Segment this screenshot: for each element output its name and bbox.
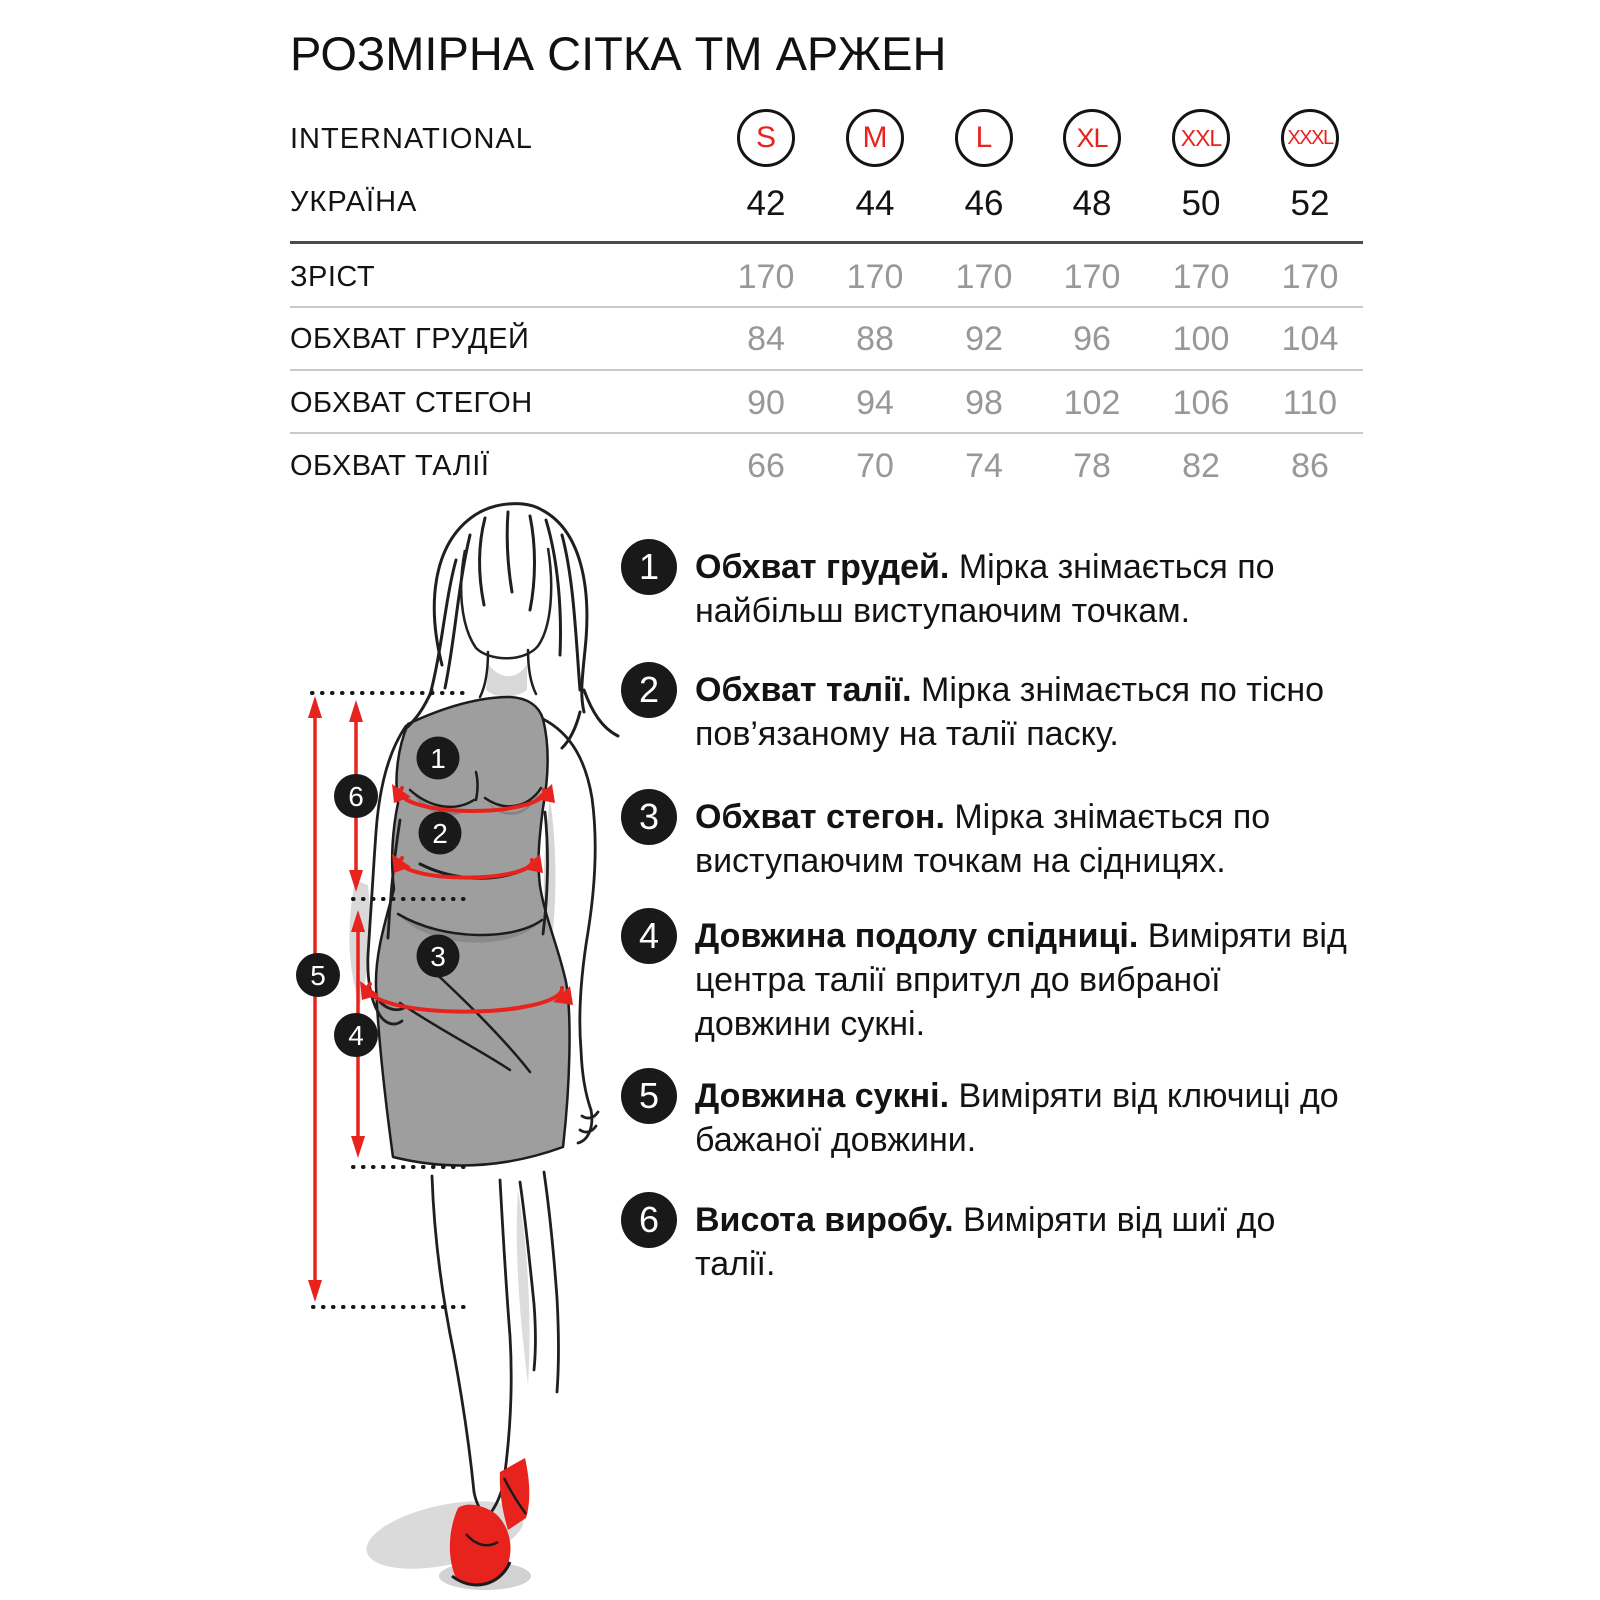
legend-term: Обхват стегон. [695, 798, 945, 836]
legend-num: 6 [638, 1199, 660, 1240]
legend-desc: Виміряти від центра талії впритул до вибраної довжини сукні. [695, 917, 1347, 1043]
cell: 106 [1172, 384, 1230, 422]
figure-badge-num: 3 [430, 941, 446, 972]
figure-badge-num: 5 [310, 960, 326, 991]
legend-term: Довжина подолу спідниці. [695, 917, 1139, 955]
ua-size: 46 [964, 184, 1004, 223]
cell: 86 [1291, 447, 1329, 485]
cell: 90 [747, 384, 785, 422]
legend-num: 4 [638, 915, 660, 956]
cell: 82 [1182, 447, 1220, 485]
legend-desc: Мірка знімається по виступаючим точкам на сідницях. [695, 798, 1271, 880]
cell: 170 [737, 258, 795, 296]
ua-size: 44 [855, 184, 895, 223]
legend-term: Довжина сукні. [695, 1077, 950, 1115]
legend-item-4 [695, 914, 1363, 1046]
row-label-height: ЗРІСТ [290, 261, 376, 293]
cell: 84 [747, 320, 785, 358]
size-badge-l [955, 109, 1013, 167]
cell: 110 [1282, 384, 1338, 422]
row-label-waist: ОБХВАТ ТАЛІЇ [290, 450, 490, 482]
cell: 96 [1073, 320, 1111, 358]
figure-badge-num: 2 [432, 818, 448, 849]
cell: 98 [965, 384, 1003, 422]
size-badge-xl [1063, 109, 1121, 167]
legend-num: 3 [638, 796, 660, 837]
figure-badge-num: 6 [348, 781, 364, 812]
legend-desc: Мірка знімається по найбільш виступаючим точкам. [695, 548, 1275, 630]
legend-term: Обхват грудей. [695, 548, 950, 586]
page-title: РОЗМІРНА СІТКА ТМ АРЖЕН [290, 27, 947, 80]
size-label: S [755, 121, 776, 154]
size-badge-s [737, 109, 795, 167]
legend-desc: Мірка знімається по тісно пов’язаному на талії паску. [695, 671, 1325, 753]
cell: 170 [1063, 258, 1121, 296]
size-badge-xxxl [1281, 109, 1339, 167]
legend-num: 1 [638, 546, 660, 587]
international-label: INTERNATIONAL [290, 123, 533, 155]
cell: 88 [856, 320, 894, 358]
legend-item-1 [695, 545, 1363, 633]
size-badge-xxl [1172, 109, 1230, 167]
ukraine-label: УКРАЇНА [290, 186, 418, 218]
size-label: XXXL [1287, 126, 1333, 149]
figure-badge-num: 4 [348, 1020, 364, 1051]
cell: 70 [856, 447, 894, 485]
table-rule [290, 369, 1363, 371]
ua-size: 52 [1290, 184, 1330, 223]
leg-shadow [517, 1190, 530, 1385]
cell: 102 [1063, 384, 1121, 422]
cell: 66 [747, 447, 785, 485]
cell: 78 [1073, 447, 1111, 485]
cell: 170 [1172, 258, 1230, 296]
ua-size: 48 [1072, 184, 1112, 223]
legend-num: 5 [638, 1075, 660, 1116]
table-rule [290, 432, 1363, 434]
cell: 100 [1172, 320, 1230, 358]
measurement-figure [280, 490, 680, 1600]
ua-size: 42 [746, 184, 786, 223]
table-rule [290, 306, 1363, 308]
row-label-hips: ОБХВАТ СТЕГОН [290, 387, 533, 419]
legend-item-6 [695, 1198, 1363, 1286]
legend-term: Обхват талії. [695, 671, 912, 709]
cell: 104 [1281, 320, 1339, 358]
cell: 170 [1281, 258, 1339, 296]
ua-size: 50 [1181, 184, 1221, 223]
cell: 94 [856, 384, 894, 422]
figure-badge-num: 1 [430, 743, 446, 774]
legend-term: Висота виробу. [695, 1201, 954, 1239]
legend-desc: Виміряти від ключиці до бажаної довжини. [695, 1077, 1339, 1159]
cell: 92 [965, 320, 1003, 358]
neck-shadow [486, 664, 527, 697]
legend-item-3 [695, 795, 1363, 883]
cell: 74 [965, 447, 1003, 485]
size-label: XXL [1180, 124, 1222, 151]
table-top-rule [290, 241, 1363, 244]
size-badge-m [846, 109, 904, 167]
cell: 170 [955, 258, 1013, 296]
leg-lines [432, 1172, 559, 1514]
size-label: M [862, 121, 888, 154]
legend-num: 2 [638, 669, 660, 710]
legend-item-2 [695, 668, 1363, 756]
row-label-bust: ОБХВАТ ГРУДЕЙ [290, 323, 530, 355]
dress [376, 697, 570, 1165]
legend-desc: Виміряти від шиї до талії. [695, 1201, 1276, 1283]
size-label: XL [1076, 122, 1108, 153]
cell: 170 [846, 258, 904, 296]
size-label: L [975, 121, 993, 154]
legend-item-5 [695, 1074, 1363, 1162]
